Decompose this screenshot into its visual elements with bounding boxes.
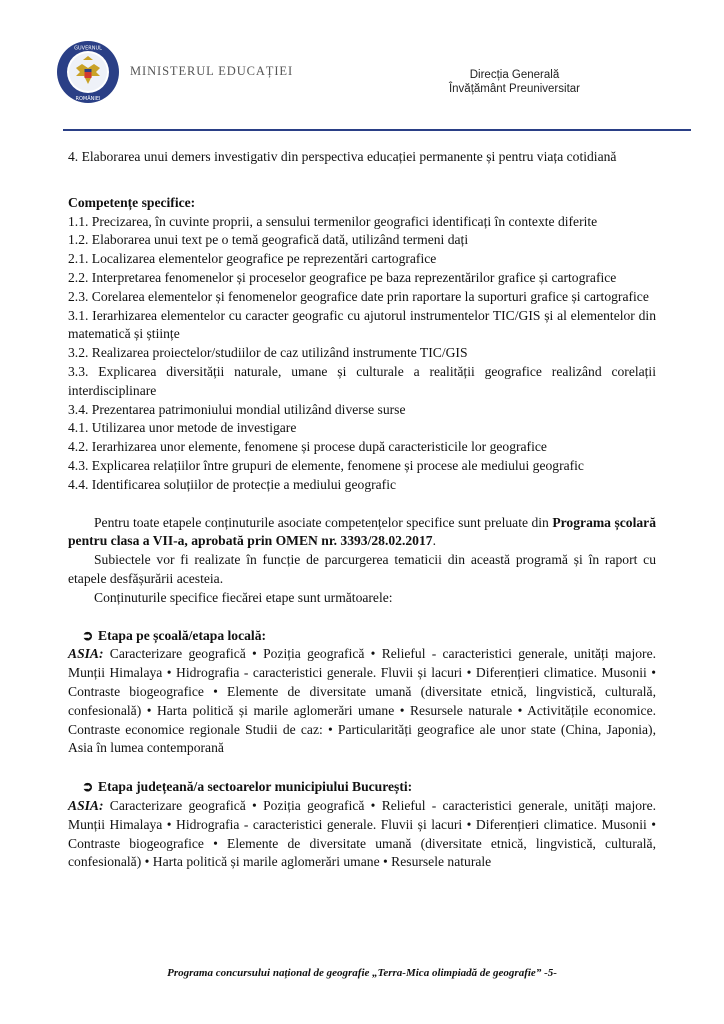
- ministry-name: MINISTERUL EDUCAȚIEI: [130, 64, 294, 78]
- etapa-judeteana-title: Etapa județeană/a sectoarelor municipiului București:: [98, 779, 413, 795]
- list-item: 4.4. Identificarea soluțiilor de protecție a mediului geografic: [68, 476, 397, 492]
- direction-block: [449, 68, 580, 96]
- page-footer: Programa concursului național de geografie „Terra-Mica olimpiadă de geografie” -5-: [167, 967, 557, 979]
- list-item: 4.2. Ierarhizarea unor elemente, fenomene și procese după caracteristicile lor geografice: [68, 439, 547, 455]
- list-item: 3.3. Explicarea diversității naturale, umane și culturale a realității geografice realizând corelații interdisciplinare: [68, 363, 656, 398]
- svg-text:ROMÂNIEI: ROMÂNIEI: [75, 96, 101, 102]
- list-item: 2.1. Localizarea elementelor geografice pe reprezentări cartografice: [68, 251, 437, 267]
- list-item: 2.2. Interpretarea fenomenelor și proceselor geografice pe baza reprezentărilor grafice și cartografice: [68, 269, 617, 285]
- arrow-right-icon: ➲: [82, 779, 94, 795]
- etapa-judeteana-heading: [68, 778, 656, 797]
- list-item: 1.1. Precizarea, în cuvinte proprii, a sensului termenilor geografici identificați în contexte diferite: [68, 213, 598, 229]
- list-item: 3.2. Realizarea proiectelor/studiilor de caz utilizând instrumente TIC/GIS: [68, 345, 468, 361]
- region-label: ASIA:: [68, 646, 104, 662]
- list-item: 4.1. Utilizarea unor metode de investigare: [68, 420, 297, 436]
- competente-heading: Competențe specifice:: [68, 194, 196, 210]
- etapa-locala-title: Etapa pe școală/etapa locală:: [98, 627, 267, 643]
- list-item: 3.1. Ierarhizarea elementelor cu caracter geografic cu ajutorul instrumentelor TIC/GIS și al elementelor din matematică și științe: [68, 307, 656, 342]
- page-header: [0, 0, 724, 132]
- header-rule: [63, 129, 691, 131]
- direction-line-2: Învățământ Preuniversitar: [448, 83, 580, 95]
- svg-text:GUVERNUL: GUVERNUL: [74, 45, 102, 52]
- page-content: [68, 148, 656, 872]
- paragraph-programa-text: Pentru toate etapele conținuturile asociate competențelor specifice sunt preluate din: [94, 514, 553, 530]
- list-item: 1.2. Elaborarea unui text pe o temă geografică dată, utilizând termeni dați: [68, 232, 469, 248]
- paragraph-continuturi: Conținuturile specifice fiecărei etape sunt următoarele:: [94, 589, 393, 605]
- government-seal-icon: [56, 40, 120, 104]
- etapa-locala-text: ASIA: Caracterizare geografică • Poziția geografică • Relieful - caracteristici generale, unități majore. Munții Himalaya • Hidrografia - caracteristici generale. Fluvii și lacuri • Diferențieri climatice. Musonii • Contraste biogeografice • Elemente de diversitate umană (diversitate etnică, lingvistică, culturală, confesională) • Harta politică și marile aglomerări umane • Resursele naturale • Activitățile economice. Contraste economice regionale Studii de caz: • Particularități geografice ale unor state (China, Japonia), Asia în lumea contemporană: [68, 646, 656, 756]
- region-label: ASIA:: [68, 797, 104, 813]
- competente-list: [68, 213, 656, 495]
- paragraph-programa: Pentru toate etapele conținuturile asociate competențelor specifice sunt preluate din Programa școlară pentru clasa a VII-a, aprobată prin OMEN nr. 3393/28.02.2017.: [68, 514, 656, 549]
- intro-item: 4. Elaborarea unui demers investigativ din perspectiva educației permanente și pentru viața cotidiană: [68, 149, 617, 164]
- paragraph-subiecte: Subiectele vor fi realizate în funcție de parcurgerea tematicii din această programă și în raport cu etapele desfășurării acesteia.: [68, 552, 656, 586]
- etapa-locala-heading: [68, 627, 656, 646]
- etapa-judeteana-text: ASIA: Caracterizare geografică • Poziția geografică • Relieful - caracteristici generale, unități majore. Munții Himalaya • Hidrografia - caracteristici generale. Fluvii și lacuri • Diferențieri climatice. Musonii • Contraste biogeografice • Elemente de diversitate umană (diversitate etnică, lingvistică, culturală, confesională) • Harta politică și marile aglomerări umane • Resursele naturale: [68, 797, 656, 870]
- programa-reference: Programa școlară pentru clasa a VII-a, aprobată prin OMEN nr. 3393/28.02.2017: [68, 514, 656, 549]
- list-item: 3.4. Prezentarea patrimoniului mondial utilizând diverse surse: [68, 401, 406, 417]
- list-item: 2.3. Corelarea elementelor și fenomenelor geografice date prin raportare la suporturi grafice și cartografice: [68, 288, 649, 304]
- direction-line-1: Direcția Generală: [469, 69, 560, 81]
- list-item: 4.3. Explicarea relațiilor între grupuri de elemente, fenomene și procese ale mediului geografic: [68, 457, 584, 473]
- arrow-right-icon: ➲: [82, 627, 94, 643]
